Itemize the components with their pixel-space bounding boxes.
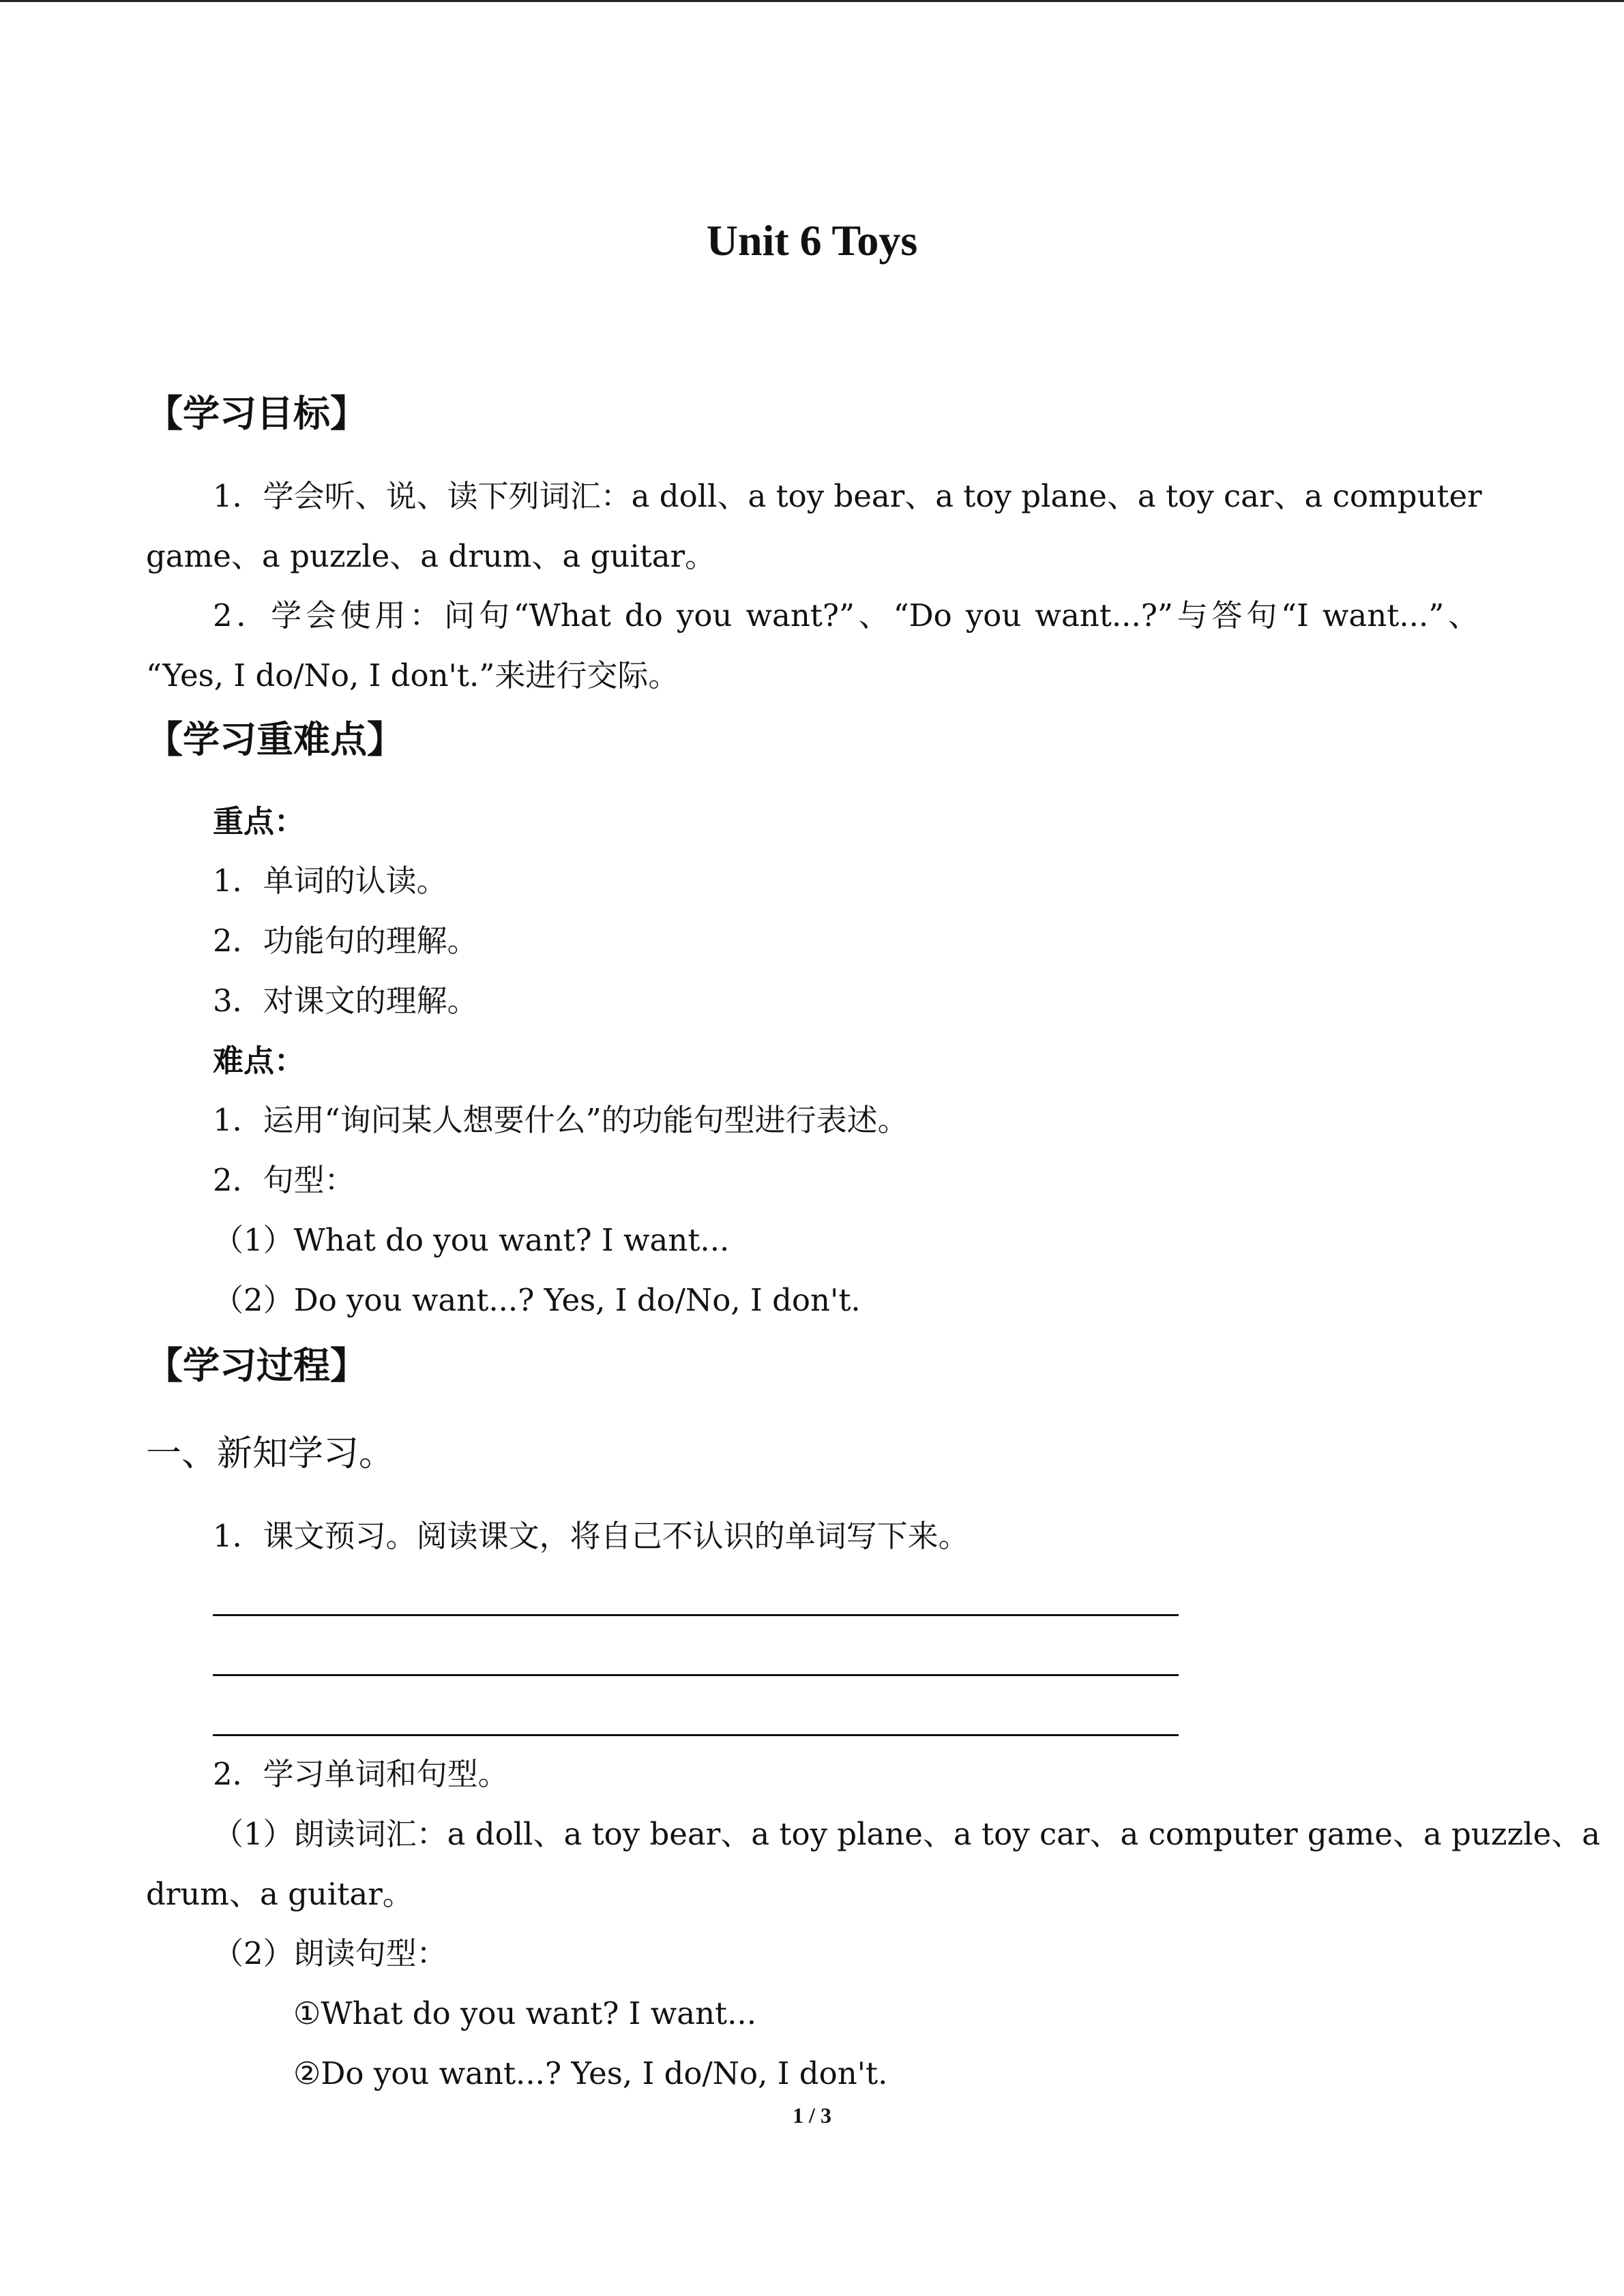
key-points-heading: 【学习重难点】 <box>146 717 404 761</box>
step-2: 2．学习单词和句型。 <box>213 1756 509 1792</box>
difficult-item-2: 2．句型： <box>213 1162 355 1198</box>
page-title: Unit 6 Toys <box>706 216 918 265</box>
key-label: 重点： <box>213 803 306 839</box>
objective-item-1-line-2: game、a puzzle、a drum、a guitar。 <box>146 538 716 574</box>
objective-item-2-line-1: 2．学会使用：问句“What do you want?”、“Do you want...?”与答句“I want...”、 <box>213 597 1479 633</box>
objectives-heading: 【学习目标】 <box>146 391 367 435</box>
objective-item-1-line-1: 1．学会听、说、读下列词汇：a doll、a toy bear、a toy plane、a toy car、a computer <box>213 478 1482 514</box>
read-vocab-line-2: drum、a guitar。 <box>146 1876 413 1912</box>
pattern-1: （1）What do you want? I want... <box>213 1222 730 1258</box>
objective-item-2-line-2: “Yes, I do/No, I don't.”来进行交际。 <box>146 657 679 694</box>
key-item-2: 2．功能句的理解。 <box>213 923 478 959</box>
read-vocab-line-1: （1）朗读词汇：a doll、a toy bear、a toy plane、a toy car、a computer game、a puzzle、a <box>213 1816 1601 1852</box>
answer-blank-line <box>213 1734 1179 1736</box>
page-number: 1 / 3 <box>793 2103 831 2128</box>
top-border-rule <box>0 0 1624 2</box>
read-pattern-2: ②Do you want...? Yes, I do/No, I don't. <box>293 2055 888 2091</box>
read-patterns-label: （2）朗读句型： <box>213 1935 447 1971</box>
answer-blank-line <box>213 1614 1179 1616</box>
key-item-3: 3．对课文的理解。 <box>213 983 478 1019</box>
difficult-item-1: 1．运用“询问某人想要什么”的功能句型进行表述。 <box>213 1102 909 1138</box>
answer-blank-line <box>213 1674 1179 1676</box>
process-heading: 【学习过程】 <box>146 1343 367 1387</box>
read-pattern-1: ①What do you want? I want... <box>293 1995 757 2031</box>
step-1: 1．课文预习。阅读课文，将自己不认识的单词写下来。 <box>213 1518 969 1554</box>
part-1-title: 一、新知学习。 <box>146 1433 395 1474</box>
pattern-2: （2）Do you want...? Yes, I do/No, I don't. <box>213 1282 861 1318</box>
difficult-label: 难点： <box>213 1043 306 1079</box>
key-item-1: 1．单词的认读。 <box>213 863 447 899</box>
